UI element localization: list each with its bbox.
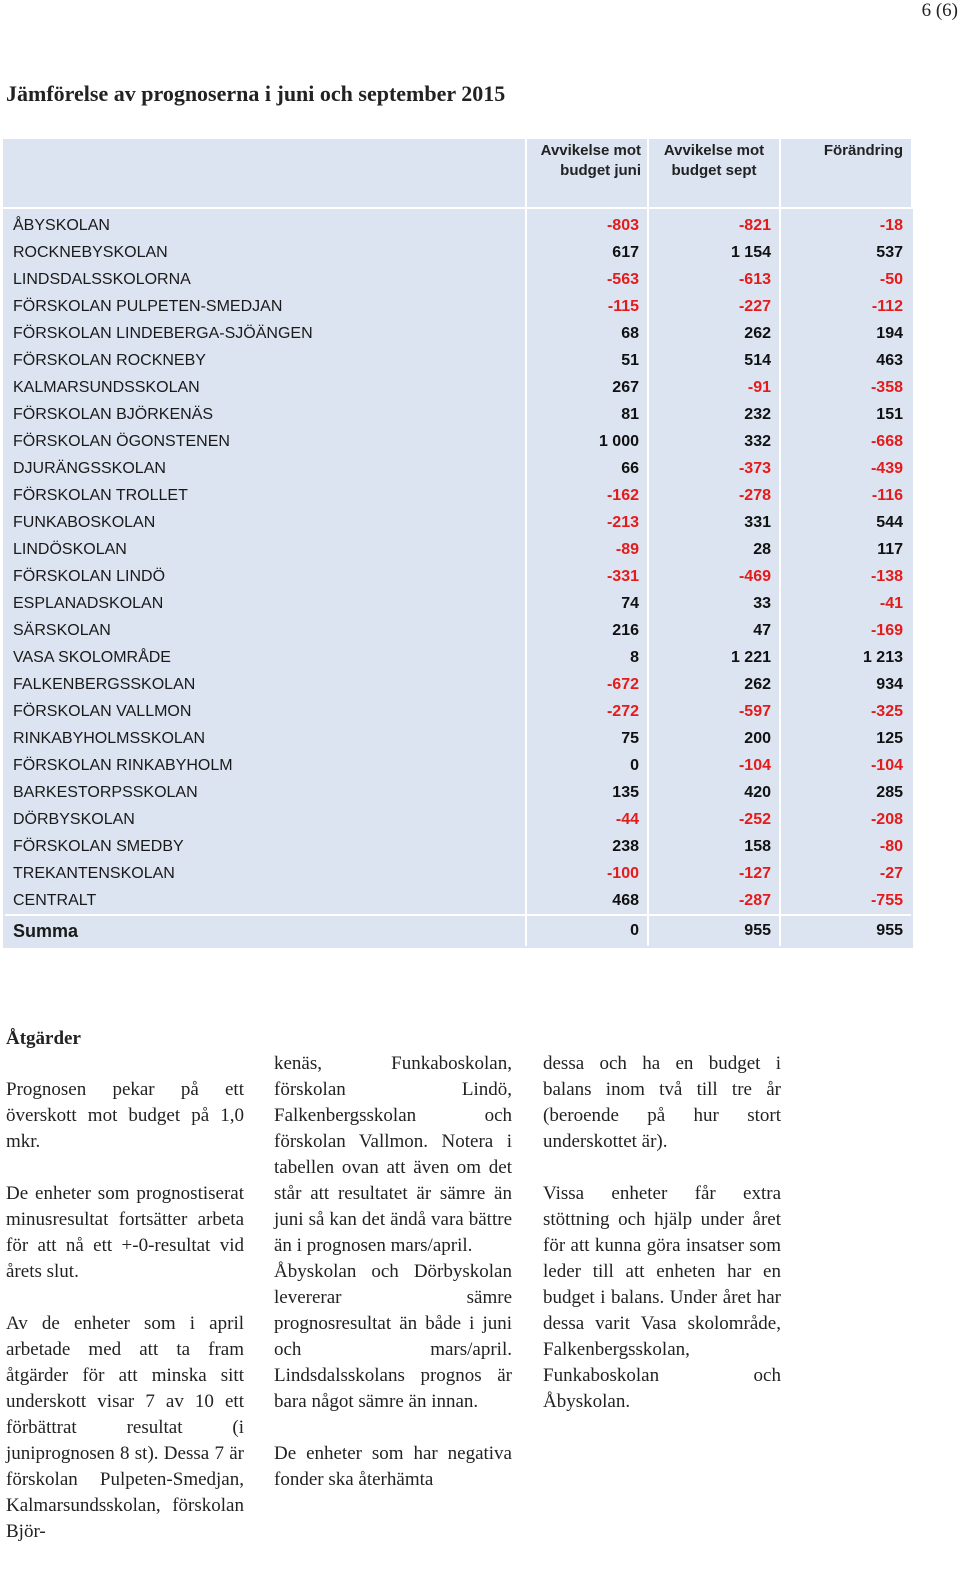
actions-paragraph: kenäs, Funkaboskolan, förskolan Lindö, Falkenbergsskolan och förskolan Vallmon. Notera i tabellen ovan att även om det står att resultatet är sämre än juni så kan det ändå vara bättre än i prognosen mars/april. (274, 1053, 512, 1256)
table-body (4, 208, 912, 947)
summary-label-cell: Summa (4, 915, 526, 947)
table-row (4, 725, 912, 752)
table-row (4, 536, 912, 563)
header-june: Avvikelse mot budget juni (526, 138, 648, 208)
change-value-cell: 537 (780, 239, 912, 266)
sept-value-cell: -613 (648, 266, 780, 293)
sept-value-cell: -227 (648, 293, 780, 320)
june-value-cell: -803 (526, 212, 648, 239)
change-value-cell: 194 (780, 320, 912, 347)
sept-value-cell: -91 (648, 374, 780, 401)
change-value-cell: -41 (780, 590, 912, 617)
sept-value-cell: 47 (648, 617, 780, 644)
unit-name-cell: TREKANTENSKOLAN (4, 860, 526, 887)
unit-name-cell: LINDÖSKOLAN (4, 536, 526, 563)
unit-name-cell: FÖRSKOLAN RINKABYHOLM (4, 752, 526, 779)
table-row (4, 671, 912, 698)
comparison-table (3, 137, 913, 948)
header-change: Förändring (780, 138, 912, 208)
table-row (4, 698, 912, 725)
june-value-cell: -331 (526, 563, 648, 590)
change-value-cell: -439 (780, 455, 912, 482)
june-value-cell: -44 (526, 806, 648, 833)
june-value-cell: -115 (526, 293, 648, 320)
summary-row (4, 915, 912, 947)
actions-paragraph: Av de enheter som i april arbetade med att ta fram åtgärder för att minska sitt underskott visar 7 av 10 ett förbättrat resultat (i juniprognosen 8 st). Dessa 7 är förskolan Pulpeten-Smedjan, Kalmarsundsskolan, förskolan Björ- (6, 1313, 244, 1542)
change-value-cell: -27 (780, 860, 912, 887)
june-value-cell: 75 (526, 725, 648, 752)
unit-name-cell: FÖRSKOLAN LINDEBERGA-SJÖÄNGEN (4, 320, 526, 347)
table-row (4, 752, 912, 779)
change-value-cell: 125 (780, 725, 912, 752)
change-value-cell: -668 (780, 428, 912, 455)
june-value-cell: -89 (526, 536, 648, 563)
unit-name-cell: FÖRSKOLAN ROCKNEBY (4, 347, 526, 374)
table-row (4, 374, 912, 401)
unit-name-cell: FALKENBERGSSKOLAN (4, 671, 526, 698)
table-row (4, 455, 912, 482)
unit-name-cell: FÖRSKOLAN TROLLET (4, 482, 526, 509)
june-value-cell: 216 (526, 617, 648, 644)
june-value-cell: 267 (526, 374, 648, 401)
change-value-cell: 934 (780, 671, 912, 698)
change-value-cell: -104 (780, 752, 912, 779)
unit-name-cell: ESPLANADSKOLAN (4, 590, 526, 617)
table-row (4, 779, 912, 806)
sept-value-cell: 28 (648, 536, 780, 563)
sept-value-cell: -597 (648, 698, 780, 725)
unit-name-cell: FÖRSKOLAN PULPETEN-SMEDJAN (4, 293, 526, 320)
unit-name-cell: ROCKNEBYSKOLAN (4, 239, 526, 266)
actions-paragraph: Prognosen pekar på ett överskott mot budget på 1,0 mkr. (6, 1079, 244, 1152)
june-value-cell: 74 (526, 590, 648, 617)
actions-paragraph: dessa och ha en budget i balans inom två till tre år (beroende på hur stort underskottet är). (543, 1053, 781, 1152)
sept-value-cell: 200 (648, 725, 780, 752)
sept-value-cell: 1 221 (648, 644, 780, 671)
unit-name-cell: RINKABYHOLMSSKOLAN (4, 725, 526, 752)
sept-value-cell: 420 (648, 779, 780, 806)
sept-value-cell: -469 (648, 563, 780, 590)
page-number: 6 (6) (921, 0, 958, 21)
actions-section (6, 1027, 796, 1542)
unit-name-cell: DJURÄNGSSKOLAN (4, 455, 526, 482)
table-row (4, 212, 912, 239)
june-value-cell: 81 (526, 401, 648, 428)
change-value-cell: -112 (780, 293, 912, 320)
table-row (4, 833, 912, 860)
summary-change-cell: 955 (780, 915, 912, 947)
sept-value-cell: -287 (648, 887, 780, 915)
sept-value-cell: 158 (648, 833, 780, 860)
unit-name-cell: BARKESTORPSSKOLAN (4, 779, 526, 806)
unit-name-cell: SÄRSKOLAN (4, 617, 526, 644)
table-row (4, 428, 912, 455)
change-value-cell: 151 (780, 401, 912, 428)
change-value-cell: -50 (780, 266, 912, 293)
actions-column-2 (274, 1051, 512, 1519)
sept-value-cell: 332 (648, 428, 780, 455)
table-row (4, 617, 912, 644)
unit-name-cell: CENTRALT (4, 887, 526, 915)
sept-value-cell: 1 154 (648, 239, 780, 266)
sept-value-cell: 232 (648, 401, 780, 428)
unit-name-cell: FÖRSKOLAN LINDÖ (4, 563, 526, 590)
change-value-cell: -755 (780, 887, 912, 915)
change-value-cell: 117 (780, 536, 912, 563)
unit-name-cell: FÖRSKOLAN SMEDBY (4, 833, 526, 860)
page-title: Jämförelse av prognoserna i juni och september 2015 (6, 81, 506, 106)
table-row (4, 401, 912, 428)
summary-june-cell: 0 (526, 915, 648, 947)
change-value-cell: -208 (780, 806, 912, 833)
june-value-cell: -100 (526, 860, 648, 887)
actions-paragraph: De enheter som har negativa fonder ska återhämta (274, 1443, 512, 1490)
table-row (4, 266, 912, 293)
unit-name-cell: FÖRSKOLAN BJÖRKENÄS (4, 401, 526, 428)
actions-title: Åtgärder (6, 1028, 81, 1049)
unit-name-cell: LINDSDALSSKOLORNA (4, 266, 526, 293)
june-value-cell: -272 (526, 698, 648, 725)
change-value-cell: -138 (780, 563, 912, 590)
june-value-cell: -672 (526, 671, 648, 698)
june-value-cell: 238 (526, 833, 648, 860)
unit-name-cell: FÖRSKOLAN VALLMON (4, 698, 526, 725)
sept-value-cell: -821 (648, 212, 780, 239)
comparison-table-wrapper (3, 137, 911, 948)
sept-value-cell: -252 (648, 806, 780, 833)
sept-value-cell: 262 (648, 320, 780, 347)
unit-name-cell: KALMARSUNDSSKOLAN (4, 374, 526, 401)
change-value-cell: -325 (780, 698, 912, 725)
table-row (4, 806, 912, 833)
june-value-cell: 8 (526, 644, 648, 671)
june-value-cell: 617 (526, 239, 648, 266)
june-value-cell: -563 (526, 266, 648, 293)
change-value-cell: -80 (780, 833, 912, 860)
june-value-cell: 68 (526, 320, 648, 347)
change-value-cell: 285 (780, 779, 912, 806)
sept-value-cell: -104 (648, 752, 780, 779)
table-row (4, 563, 912, 590)
june-value-cell: 51 (526, 347, 648, 374)
actions-paragraph: Vissa enheter får extra stöttning och hjälp under året för att kunna göra insatser som leder till att enheten har en budget i balans. Under året har dessa varit Vasa skolområde, Falkenbergsskolan, Funkaboskolan och Åbyskolan. (543, 1183, 781, 1412)
table-row (4, 320, 912, 347)
sept-value-cell: 262 (648, 671, 780, 698)
table-row (4, 509, 912, 536)
table-row (4, 887, 912, 915)
unit-name-cell: FÖRSKOLAN ÖGONSTENEN (4, 428, 526, 455)
sept-value-cell: 514 (648, 347, 780, 374)
sept-value-cell: -278 (648, 482, 780, 509)
change-value-cell: -169 (780, 617, 912, 644)
june-value-cell: 135 (526, 779, 648, 806)
unit-name-cell: FUNKABOSKOLAN (4, 509, 526, 536)
change-value-cell: -18 (780, 212, 912, 239)
table-row (4, 644, 912, 671)
june-value-cell: -213 (526, 509, 648, 536)
june-value-cell: 468 (526, 887, 648, 915)
actions-paragraph: De enheter som prognostiserat minusresultat fortsätter arbeta för att nå ett +-0-resultat vid årets slut. (6, 1183, 244, 1282)
unit-name-cell: ÅBYSKOLAN (4, 212, 526, 239)
actions-column-1 (6, 1027, 244, 1571)
header-sept: Avvikelse mot budget sept (648, 138, 780, 208)
actions-paragraph: Åbyskolan och Dörbyskolan levererar sämre prognosresultat än både i juni och mars/april. Lindsdalsskolans prognos är bara något sämre än innan. (274, 1261, 512, 1412)
unit-name-cell: DÖRBYSKOLAN (4, 806, 526, 833)
table-row (4, 482, 912, 509)
change-value-cell: 544 (780, 509, 912, 536)
header-name (4, 138, 526, 208)
table-row (4, 590, 912, 617)
table-header-row (4, 138, 912, 208)
sept-value-cell: -127 (648, 860, 780, 887)
sept-value-cell: 331 (648, 509, 780, 536)
change-value-cell: -358 (780, 374, 912, 401)
june-value-cell: 66 (526, 455, 648, 482)
actions-column-3 (543, 1051, 781, 1441)
change-value-cell: 463 (780, 347, 912, 374)
table-row (4, 860, 912, 887)
unit-name-cell: VASA SKOLOMRÅDE (4, 644, 526, 671)
june-value-cell: 0 (526, 752, 648, 779)
change-value-cell: -116 (780, 482, 912, 509)
summary-sept-cell: 955 (648, 915, 780, 947)
june-value-cell: 1 000 (526, 428, 648, 455)
change-value-cell: 1 213 (780, 644, 912, 671)
sept-value-cell: 33 (648, 590, 780, 617)
table-row (4, 239, 912, 266)
table-row (4, 347, 912, 374)
table-row (4, 293, 912, 320)
june-value-cell: -162 (526, 482, 648, 509)
sept-value-cell: -373 (648, 455, 780, 482)
